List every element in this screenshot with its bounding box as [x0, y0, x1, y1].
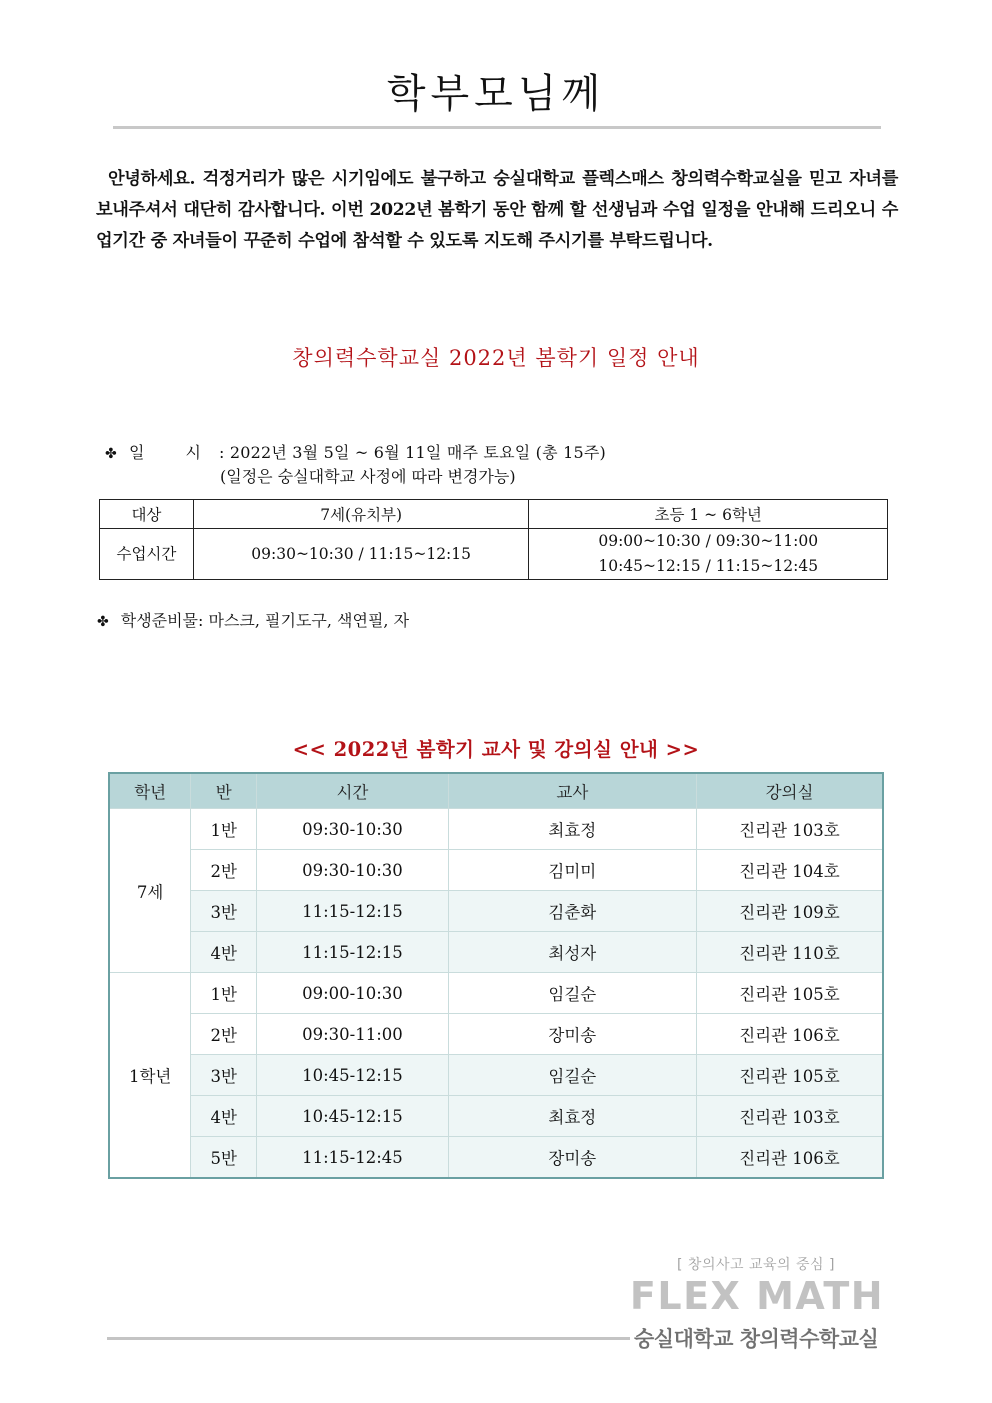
schedule-header-row	[100, 500, 888, 529]
table-row	[109, 1014, 883, 1055]
room-cell: 진리관 106호	[696, 1137, 883, 1179]
teacher-cell: 최효정	[448, 809, 696, 850]
teacher-header: 교사	[448, 773, 696, 809]
class-cell: 1반	[191, 973, 257, 1014]
time-cell: 09:00-10:30	[257, 973, 449, 1014]
time-cell: 11:15-12:15	[257, 891, 449, 932]
time-cell: 09:30-10:30	[257, 809, 449, 850]
teacher-cell: 임길순	[448, 973, 696, 1014]
page-title: 학부모님께	[386, 71, 606, 117]
table-row	[109, 850, 883, 891]
table-row	[109, 891, 883, 932]
room-cell: 진리관 104호	[696, 850, 883, 891]
class-cell: 2반	[191, 850, 257, 891]
footer-brand-logo: FLEX MATH	[629, 1274, 885, 1318]
time-cell: 09:30-10:30	[257, 850, 449, 891]
supplies-line	[97, 608, 409, 631]
room-cell: 진리관 103호	[696, 1096, 883, 1137]
bullet-icon: ✤	[97, 614, 109, 630]
teacher-cell: 장미송	[448, 1014, 696, 1055]
time-cell: 11:15-12:15	[257, 932, 449, 973]
bullet-icon: ✤	[105, 446, 117, 462]
class-cell: 2반	[191, 1014, 257, 1055]
rooms-title: << 2022년 봄학기 교사 및 강의실 안내 >>	[292, 738, 700, 761]
class-cell: 4반	[191, 932, 257, 973]
date-label: 일 시	[128, 443, 219, 462]
grade-header: 학년	[109, 773, 191, 809]
time-cell: 09:30-11:00	[257, 1014, 449, 1055]
grade-cell: 7세	[109, 809, 191, 973]
time-cell: 11:15-12:45	[257, 1137, 449, 1179]
class-cell: 3반	[191, 891, 257, 932]
class-header: 반	[191, 773, 257, 809]
room-header: 강의실	[696, 773, 883, 809]
class-time-label: 수업시간	[100, 529, 194, 580]
target-header: 대상	[100, 500, 194, 529]
footer-school-name: 숭실대학교 창의력수학교실	[634, 1327, 879, 1351]
teacher-cell: 김춘화	[448, 891, 696, 932]
table-row	[109, 1137, 883, 1179]
elementary-time-1: 09:00~10:30 / 09:30~11:00	[598, 532, 819, 550]
class-cell: 4반	[191, 1096, 257, 1137]
time-cell: 10:45-12:15	[257, 1096, 449, 1137]
elementary-time-2: 10:45~12:15 / 11:15~12:45	[598, 557, 819, 575]
supplies-text: 학생준비물: 마스크, 필기도구, 색연필, 자	[120, 611, 410, 630]
teacher-cell: 김미미	[448, 850, 696, 891]
title-divider	[113, 126, 881, 129]
teacher-cell: 임길순	[448, 1055, 696, 1096]
footer-divider	[107, 1337, 630, 1340]
room-cell: 진리관 103호	[696, 809, 883, 850]
date-note: (일정은 숭실대학교 사정에 따라 변경가능)	[220, 467, 516, 486]
class-cell: 1반	[191, 809, 257, 850]
schedule-table	[99, 499, 888, 580]
room-cell: 진리관 105호	[696, 973, 883, 1014]
time-cell: 10:45-12:15	[257, 1055, 449, 1096]
table-row	[109, 932, 883, 973]
table-row	[109, 973, 883, 1014]
room-cell: 진리관 105호	[696, 1055, 883, 1096]
grade-cell: 1학년	[109, 973, 191, 1179]
schedule-title: 창의력수학교실 2022년 봄학기 일정 안내	[292, 346, 700, 370]
footer-tagline: [ 창의사고 교육의 중심 ]	[677, 1257, 835, 1273]
date-value: : 2022년 3월 5일 ~ 6월 11일 매주 토요일 (총 15주)	[218, 443, 606, 462]
schedule-time-row	[100, 529, 888, 580]
table-row	[109, 1096, 883, 1137]
class-cell: 3반	[191, 1055, 257, 1096]
room-cell: 진리관 106호	[696, 1014, 883, 1055]
room-cell: 진리관 110호	[696, 932, 883, 973]
class-cell: 5반	[191, 1137, 257, 1179]
teacher-cell: 최성자	[448, 932, 696, 973]
rooms-table	[108, 772, 884, 1179]
teacher-cell: 장미송	[448, 1137, 696, 1179]
table-row	[109, 809, 883, 850]
time-header: 시간	[257, 773, 449, 809]
teacher-cell: 최효정	[448, 1096, 696, 1137]
elementary-time	[529, 529, 888, 580]
kinder-time: 09:30~10:30 / 11:15~12:15	[193, 529, 529, 580]
elementary-header: 초등 1 ~ 6학년	[529, 500, 888, 529]
room-cell: 진리관 109호	[696, 891, 883, 932]
date-line	[105, 440, 606, 463]
rooms-header-row	[109, 773, 883, 809]
table-row	[109, 1055, 883, 1096]
intro-paragraph: 안녕하세요. 걱정거리가 많은 시기임에도 불구하고 숭실대학교 플렉스매스 창의력수학교실을 믿고 자녀를 보내주셔서 대단히 감사합니다. 이번 2022년 봄학기 동안 함께 할 선생님과 수업 일정을 안내해 드리오니 수업기간 중 자녀들이 꾸준히 수업에 참석할 수 있도록 지도해 주시기를 부탁드립니다.	[96, 169, 898, 251]
kinder-header: 7세(유치부)	[193, 500, 529, 529]
